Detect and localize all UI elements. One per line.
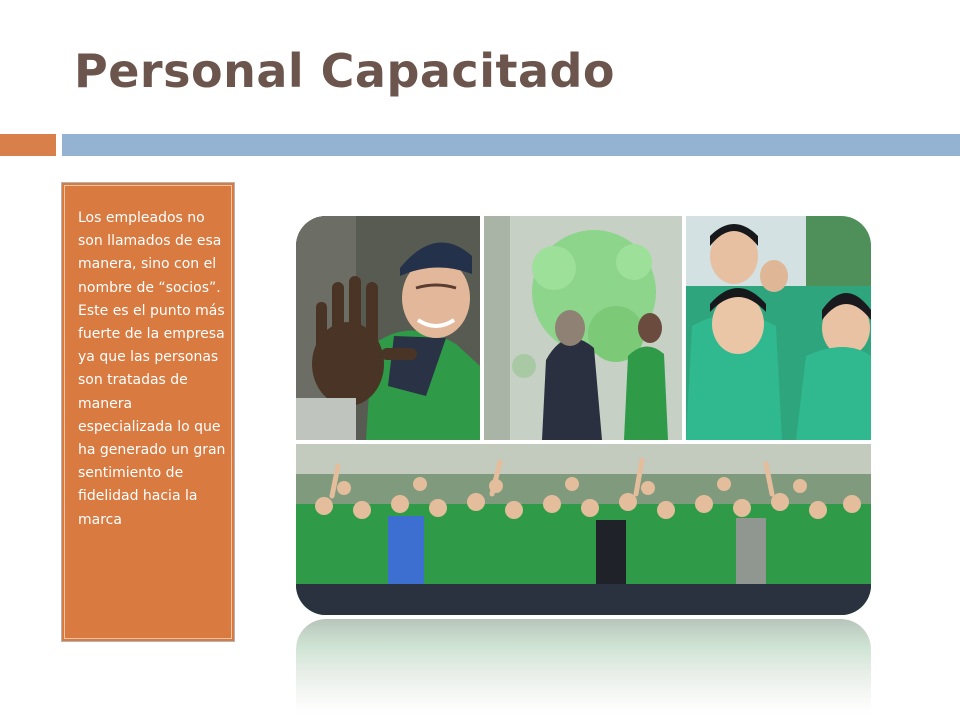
- accent-bar-orange: [0, 134, 56, 156]
- body-text: Los empleados no son llamados de esa manera, sino con el nombre de “socios”. Este es el punto más fuerte de la empresa ya que las personas son tratadas de manera especializada lo que ha generado un gran sentimiento de fidelidad hacia la marca: [78, 210, 226, 528]
- photo-volunteers-cheering-illustration: [686, 216, 871, 440]
- slide-title: Personal Capacitado: [74, 44, 616, 98]
- photo-volunteer-group-crowd: [296, 444, 871, 615]
- photo-painted-handprint-mural: [484, 216, 682, 440]
- photo-collage: [296, 216, 871, 615]
- photo-volunteer-muddy-hand-illustration: [296, 216, 480, 440]
- photo-volunteer-muddy-hand: [296, 216, 480, 440]
- accent-bar-blue: [62, 134, 960, 156]
- collage-reflection-fill: [296, 619, 871, 720]
- text-box: [61, 182, 235, 642]
- photo-volunteer-group-crowd-illustration: [296, 444, 871, 615]
- collage-reflection: [296, 619, 871, 720]
- photo-volunteers-cheering: [686, 216, 871, 440]
- photo-painted-handprint-mural-illustration: [484, 216, 682, 440]
